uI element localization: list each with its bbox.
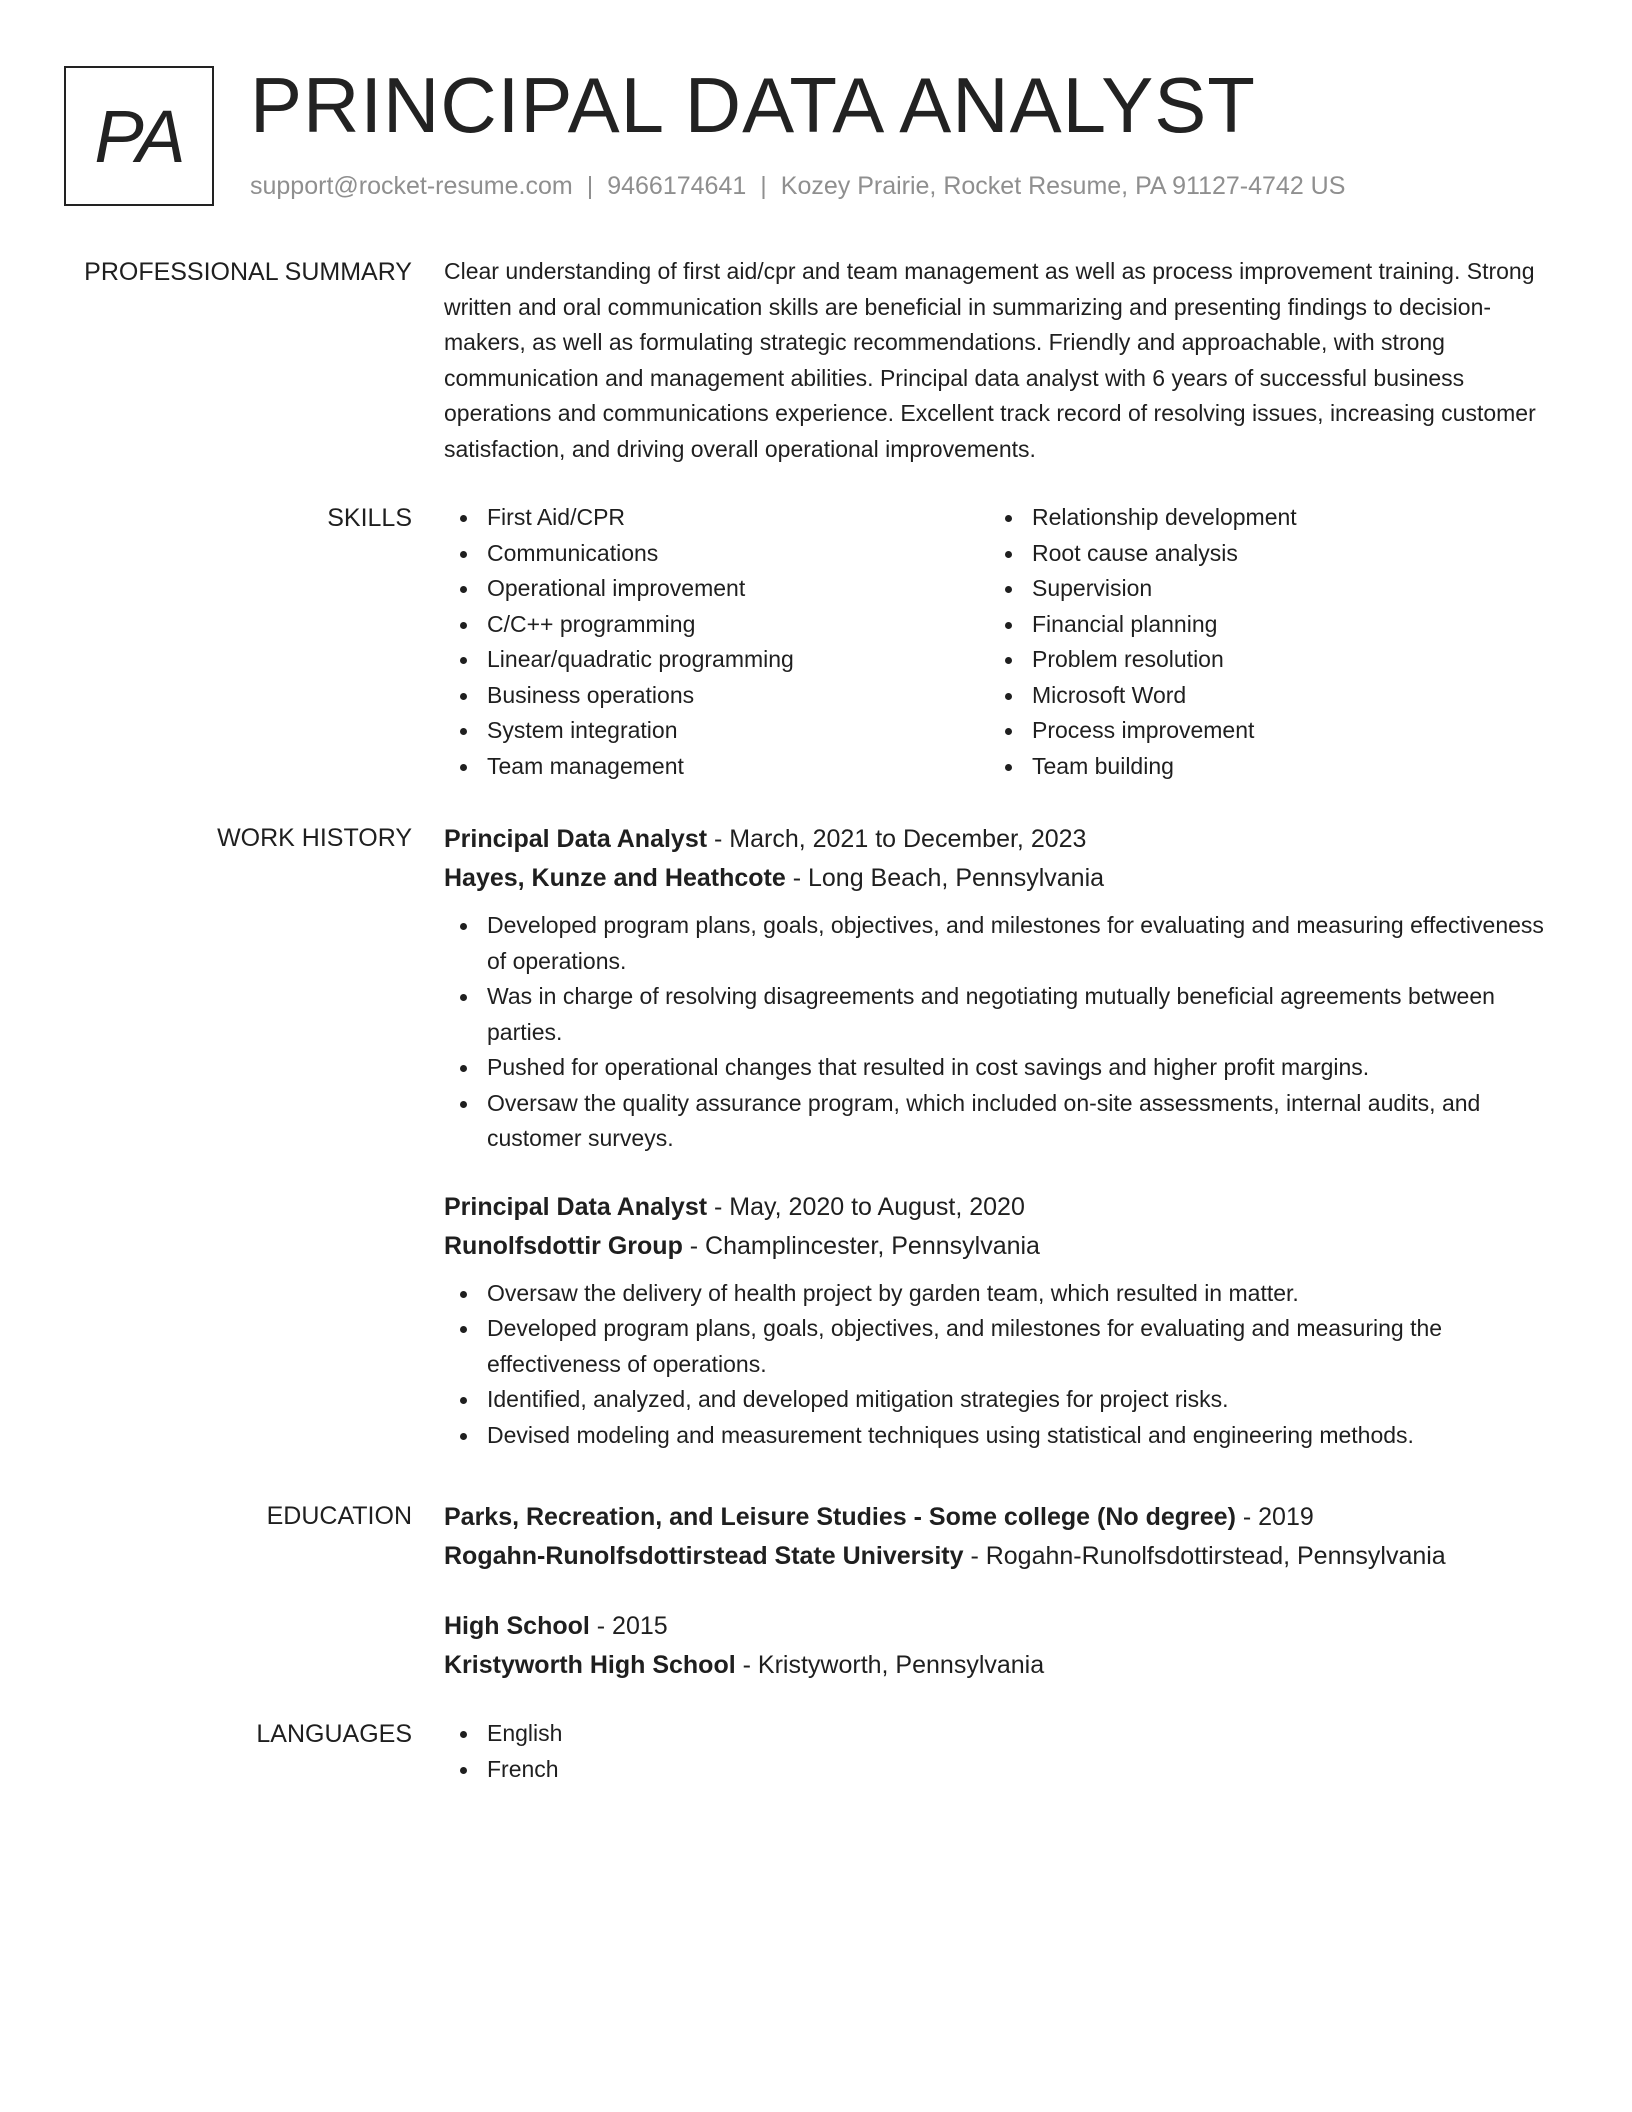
job-entry [444,1188,1564,1454]
language-item: English [444,1716,1564,1752]
job-company: Hayes, Kunze and Heathcote [444,864,786,892]
job-dates: - March, 2021 to December, 2023 [707,825,1087,853]
contact-separator: | [760,172,767,200]
entry-spacer [444,1157,1564,1188]
job-bullet: Developed program plans, goals, objectives, and milestones for evaluating and measuring effectiveness of operations. [444,908,1564,979]
skill-item: Business operations [444,678,989,714]
skill-item: Microsoft Word [989,678,1534,714]
skill-item: Communications [444,536,989,572]
job-bullet: Devised modeling and measurement techniques using statistical and engineering methods. [444,1418,1564,1454]
education-degree-line [444,1498,1564,1537]
education-degree-line [444,1607,1564,1646]
job-company: Runolfsdottir Group [444,1231,683,1260]
job-bullet: Was in charge of resolving disagreements and negotiating mutually beneficial agreements between parties. [444,979,1564,1050]
job-bullets [444,1276,1564,1454]
skill-item: First Aid/CPR [444,500,989,536]
education-school: Kristyworth High School [444,1651,736,1679]
section-label-education: EDUCATION [266,1502,412,1530]
skill-item: Team management [444,749,989,785]
education-year: - 2019 [1235,1503,1314,1531]
summary-text: Clear understanding of first aid/cpr and team management as well as process improvement training. Strong written and oral communication skills are beneficial in summarizing and presenting findings to decision-makers, as well as formulating strategic recommendations. Friendly and approachable, with strong communication and management abilities. Principal data analyst with 6 years of successful business operations and communications experience. Excellent track record of resolving issues, increasing customer satisfaction, and driving overall operational improvements. [444,258,1536,462]
skill-item: Operational improvement [444,571,989,607]
work-body [444,820,1564,1453]
education-school: Rogahn-Runolfsdottirstead State University [444,1542,964,1570]
skills-list-right [989,500,1534,784]
education-entry [444,1607,1564,1685]
section-label-work: WORK HISTORY [217,824,412,852]
resume-header [64,61,1564,211]
section-label-summary: PROFESSIONAL SUMMARY [84,258,412,286]
skill-item: Financial planning [989,607,1534,643]
job-bullet: Oversaw the delivery of health project by garden team, which resulted in matter. [444,1276,1564,1312]
education-school-line [444,1537,1564,1576]
skill-item: System integration [444,713,989,749]
contact-phone: 9466174641 [607,172,747,200]
skills-body [444,500,1564,784]
job-title-line [444,1188,1564,1227]
monogram-logo: PA [64,66,214,206]
job-location: - Long Beach, Pennsylvania [785,864,1105,892]
job-title: Principal Data Analyst [444,1192,708,1221]
skills-list-left [444,500,989,784]
job-company-line [444,859,1564,898]
job-title: Principal Data Analyst [444,825,708,853]
job-bullet: Identified, analyzed, and developed mitigation strategies for project risks. [444,1382,1564,1418]
section-label-skills: SKILLS [327,504,412,532]
job-bullets [444,908,1564,1157]
education-entry [444,1498,1564,1576]
job-bullet: Pushed for operational changes that resulted in cost savings and higher profit margins. [444,1050,1564,1086]
summary-body [444,254,1564,467]
contact-email: support@rocket-resume.com [250,172,573,200]
job-location: - Champlincester, Pennsylvania [682,1231,1040,1260]
page-title: PRINCIPAL DATA ANALYST [250,61,1256,149]
job-dates: - May, 2020 to August, 2020 [707,1192,1025,1221]
skills-grid [444,500,1564,784]
skill-item: Relationship development [989,500,1534,536]
skill-item: Linear/quadratic programming [444,642,989,678]
education-degree: High School [444,1612,590,1640]
contact-separator: | [586,172,594,200]
skill-item: C/C++ programming [444,607,989,643]
job-company-line [444,1227,1564,1266]
job-bullet: Oversaw the quality assurance program, which included on-site assessments, internal audits, and customer surveys. [444,1086,1564,1157]
education-location: - Kristyworth, Pennsylvania [735,1651,1045,1679]
section-label-languages: LANGUAGES [256,1720,412,1748]
languages-body [444,1716,1564,1787]
education-location: - Rogahn-Runolfsdottirstead, Pennsylvania [963,1542,1446,1570]
education-school-line [444,1646,1564,1685]
education-year: - 2015 [589,1612,668,1640]
skill-item: Root cause analysis [989,536,1534,572]
contact-address: Kozey Prairie, Rocket Resume, PA 91127-4742 US [780,172,1346,200]
skill-item: Process improvement [989,713,1534,749]
education-body [444,1498,1564,1685]
skill-item: Team building [989,749,1534,785]
entry-spacer [444,1576,1564,1607]
contact-line [250,172,1345,201]
job-bullet: Developed program plans, goals, objectives, and milestones for evaluating and measuring the effectiveness of operations. [444,1311,1564,1382]
job-title-line [444,820,1564,859]
job-entry [444,820,1564,1157]
skill-item: Supervision [989,571,1534,607]
education-degree: Parks, Recreation, and Leisure Studies - Some college (No degree) [444,1503,1236,1531]
languages-list [444,1716,1564,1787]
language-item: French [444,1752,1564,1788]
skill-item: Problem resolution [989,642,1534,678]
